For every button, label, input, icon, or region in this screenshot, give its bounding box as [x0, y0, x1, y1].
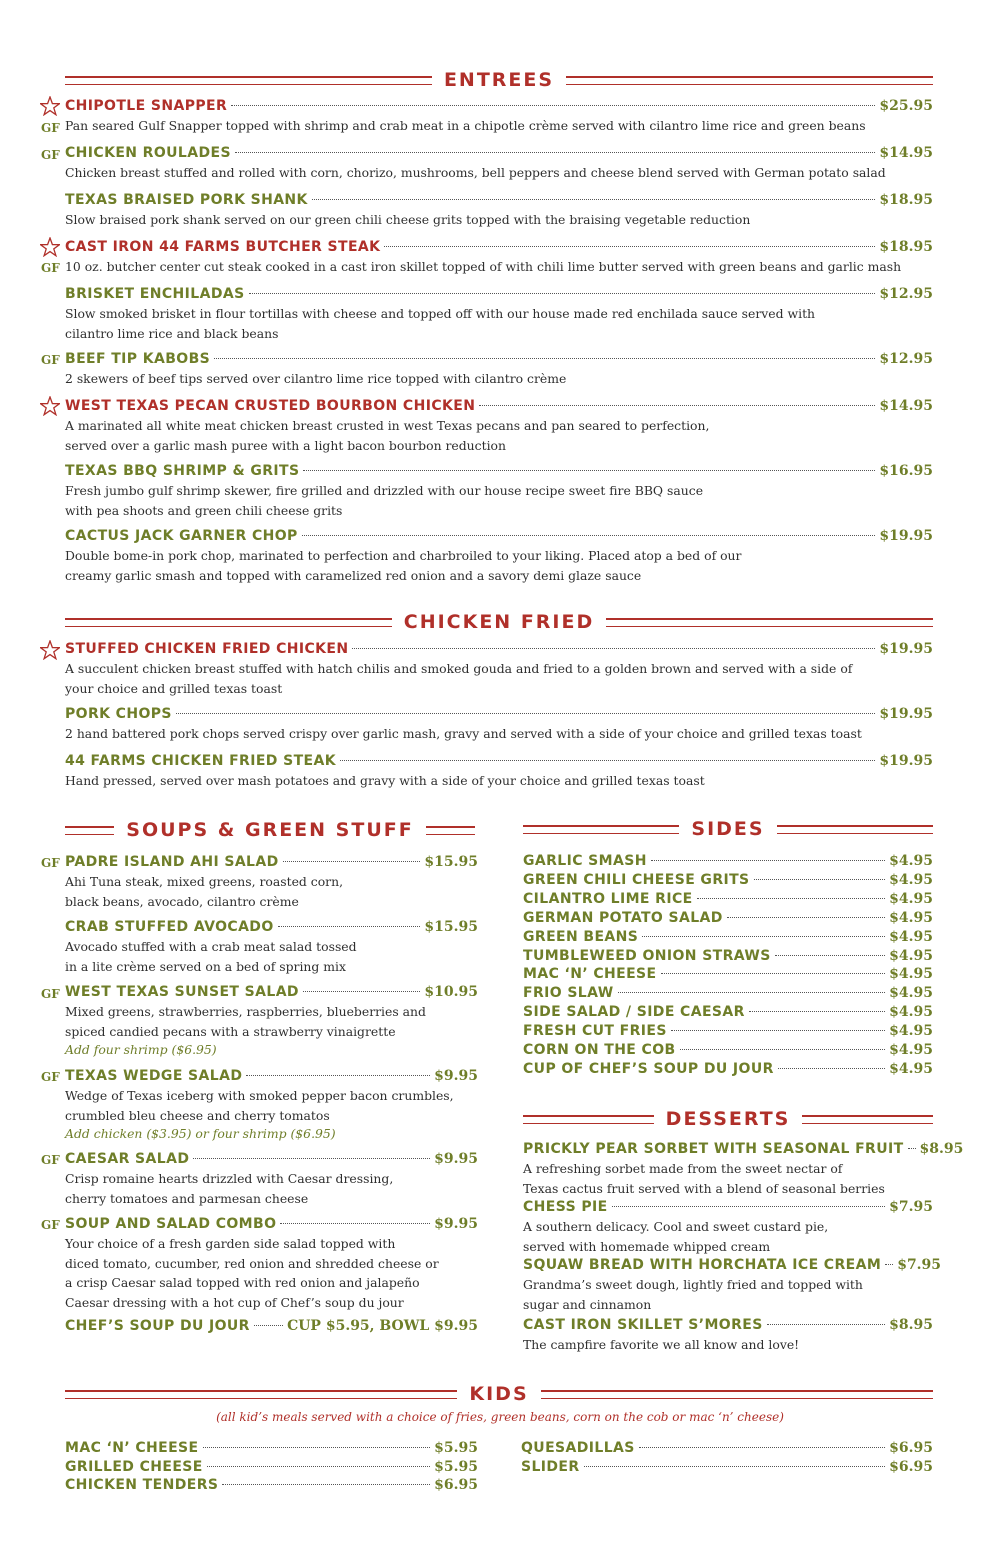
item-description: Wedge of Texas iceberg with smoked pepper bacon crumbles,: [65, 1088, 454, 1103]
dot-leader: [214, 358, 875, 359]
item-line: [523, 985, 933, 1003]
gluten-free-marker: GF: [41, 987, 60, 1001]
sides-header: [523, 814, 933, 844]
entrees-header: [65, 65, 933, 95]
item-line: [521, 1440, 933, 1458]
dot-leader: [246, 1075, 430, 1076]
kids-note: (all kid’s meals served with a choice of fries, green beans, corn on the cob or mac ‘n’ cheese): [216, 1410, 784, 1424]
section-title-entrees: ENTREES: [443, 69, 555, 91]
item-name: GREEN CHILI CHEESE GRITS: [523, 871, 750, 888]
item-price: $4.95: [889, 1042, 933, 1058]
item-price: $19.95: [879, 641, 933, 657]
item-name: CHESS PIE: [523, 1199, 608, 1215]
dot-leader: [235, 152, 875, 153]
item-price: $8.95: [889, 1317, 933, 1333]
item-name: CHICKEN ROULADES: [65, 145, 231, 161]
item-description: a crisp Caesar salad topped with red onion and jalapeño: [65, 1275, 420, 1290]
item-name: GREEN BEANS: [523, 928, 639, 945]
item-description: The campfire favorite we all know and love!: [523, 1337, 800, 1352]
menu-item: [523, 853, 933, 871]
item-name: CRAB STUFFED AVOCADO: [65, 919, 274, 935]
item-description: 2 hand battered pork chops served crispy over garlic mash, gravy and served with a side of your choice and grilled texas toast: [65, 726, 862, 741]
menu-item: [523, 966, 933, 984]
item-price: $4.95: [889, 966, 933, 983]
dot-leader: [479, 405, 875, 406]
item-description: Double bome-in pork chop, marinated to perfection and charbroiled to your liking. Placed atop a bed of our: [65, 548, 742, 563]
menu-item: [523, 948, 933, 966]
dot-leader: [207, 1466, 430, 1467]
item-description: in a lite crème served on a bed of spring mix: [65, 958, 346, 974]
item-description: Avocado stuffed with a crab meat salad tossed: [65, 939, 357, 954]
item-name: FRIO SLAW: [523, 985, 614, 1002]
item-line: [65, 528, 933, 546]
item-line: [523, 1257, 942, 1275]
item-description: Your choice of a fresh garden side salad topped with: [65, 1236, 396, 1251]
item-description: cilantro lime rice and black beans: [65, 325, 279, 341]
item-description: sugar and cinnamon: [523, 1296, 652, 1312]
dot-leader: [639, 1447, 885, 1448]
item-description: Slow smoked brisket in flour tortillas with cheese and topped off with our house made red enchilada sauce served with: [65, 306, 816, 321]
item-line: [523, 1042, 933, 1060]
item-price: $12.95: [879, 286, 933, 302]
menu-item: [65, 528, 933, 585]
item-description: Slow braised pork shank served on our green chili cheese grits topped with the braising vegetable reduction: [65, 212, 751, 227]
item-name: FRESH CUT FRIES: [523, 1023, 667, 1040]
dot-leader: [303, 470, 875, 471]
item-description: diced tomato, cucumber, red onion and shredded cheese or: [65, 1255, 439, 1271]
item-description: cherry tomatoes and parmesan cheese: [65, 1190, 309, 1206]
dot-leader: [727, 917, 885, 918]
menu-item: [65, 1068, 478, 1144]
menu-item: [65, 1216, 478, 1312]
item-name: STUFFED CHICKEN FRIED CHICKEN: [65, 641, 349, 657]
gluten-free-marker: GF: [41, 1153, 60, 1167]
item-line: [523, 1199, 933, 1217]
menu-item: [65, 239, 933, 277]
item-name: CORN ON THE COB: [523, 1042, 676, 1058]
item-price: $4.95: [889, 1023, 933, 1040]
item-line: [65, 706, 933, 724]
chicken-fried-header: [65, 607, 933, 637]
item-name: CHIPOTLE SNAPPER: [65, 98, 228, 114]
item-name: PORK CHOPS: [65, 706, 172, 722]
dot-leader: [612, 1206, 886, 1207]
star-icon: [40, 96, 60, 116]
menu-item: [65, 98, 933, 136]
item-addon-note: Add chicken ($3.95) or four shrimp ($6.95): [65, 1126, 336, 1141]
item-name: SQUAW BREAD WITH HORCHATA ICE CREAM: [523, 1257, 882, 1273]
item-name: TEXAS BRAISED PORK SHANK: [65, 192, 308, 208]
menu-item: [523, 1042, 933, 1060]
item-name: SIDE SALAD / SIDE CAESAR: [523, 1004, 745, 1021]
item-price: $6.95: [889, 1458, 933, 1475]
menu-item: [65, 1151, 478, 1208]
dot-leader: [767, 1324, 885, 1325]
item-line: [65, 239, 933, 257]
item-price: $19.95: [879, 528, 933, 544]
menu-item: [65, 398, 933, 455]
item-description: A succulent chicken breast stuffed with hatch chilis and smoked gouda and fried to a golden brown and served with a side of: [65, 661, 853, 676]
item-line: [523, 1061, 933, 1079]
item-price: $19.95: [879, 706, 933, 722]
divider: [65, 76, 432, 85]
gluten-free-marker: GF: [41, 261, 60, 275]
item-description: served with homemade whipped cream: [523, 1238, 771, 1254]
item-description: spiced candied pecans with a strawberry vinaigrette: [65, 1023, 396, 1039]
item-name: GARLIC SMASH: [523, 853, 647, 869]
dot-leader: [651, 860, 885, 861]
item-name: CAST IRON 44 FARMS BUTCHER STEAK: [65, 239, 381, 255]
item-name: CACTUS JACK GARNER CHOP: [65, 528, 298, 544]
dot-leader: [280, 1223, 430, 1224]
item-name: CAESAR SALAD: [65, 1151, 190, 1167]
item-price: $4.95: [889, 1004, 933, 1021]
menu-item: [523, 1199, 933, 1256]
menu-item: [523, 1317, 933, 1355]
item-price: $4.95: [889, 928, 933, 945]
item-description: black beans, avocado, cilantro crème: [65, 893, 299, 909]
dot-leader: [278, 926, 421, 927]
item-line: [65, 919, 478, 937]
gluten-free-marker: GF: [41, 856, 60, 870]
divider: [523, 825, 679, 834]
item-line: [65, 641, 933, 659]
dot-leader: [661, 973, 886, 974]
item-line: [65, 1477, 478, 1495]
gluten-free-marker: GF: [41, 1070, 60, 1084]
item-addon-note: Add four shrimp ($6.95): [65, 1042, 217, 1057]
item-price: $7.95: [897, 1257, 942, 1273]
menu-item: [65, 854, 478, 911]
item-price: $4.95: [889, 871, 933, 888]
item-description: creamy garlic smash and topped with caramelized red onion and a savory demi glaze sauce: [65, 567, 642, 583]
dot-leader: [885, 1264, 893, 1265]
item-price: $9.95: [434, 1216, 478, 1232]
menu-item: [65, 641, 933, 698]
item-name: CHEF’S SOUP DU JOUR: [65, 1318, 250, 1334]
item-description: Ahi Tuna steak, mixed greens, roasted corn,: [65, 874, 344, 889]
item-price: $18.95: [879, 239, 933, 255]
item-price: $10.95: [424, 984, 478, 1000]
item-name: CUP OF CHEF’S SOUP DU JOUR: [523, 1060, 774, 1077]
item-price: $4.95: [889, 947, 933, 964]
dot-leader: [778, 1068, 885, 1069]
item-name: MAC ‘N’ CHEESE: [65, 1440, 199, 1456]
item-line: [65, 98, 933, 116]
item-name: TUMBLEWEED ONION STRAWS: [523, 947, 771, 964]
item-name: GRILLED CHEESE: [65, 1458, 203, 1475]
gluten-free-marker: GF: [41, 121, 60, 135]
item-price: $15.95: [424, 854, 478, 870]
item-description: crumbled bleu cheese and cherry tomatos: [65, 1107, 330, 1123]
item-name: TEXAS WEDGE SALAD: [65, 1068, 243, 1084]
section-title-soups: SOUPS & GREEN STUFF: [126, 819, 414, 841]
dot-leader: [222, 1484, 430, 1485]
item-line: [65, 286, 933, 304]
menu-item: [65, 192, 933, 230]
menu-item: [65, 1477, 478, 1495]
divider: [541, 1390, 933, 1399]
item-line: [523, 891, 933, 909]
dot-leader: [303, 991, 420, 992]
gluten-free-marker: GF: [41, 353, 60, 367]
item-price: $4.95: [889, 1060, 933, 1077]
soups-header: [65, 815, 475, 845]
item-line: [65, 1318, 478, 1336]
item-name: BRISKET ENCHILADAS: [65, 286, 245, 302]
menu-item: [523, 1141, 964, 1198]
item-line: [65, 1068, 478, 1086]
item-price: $6.95: [434, 1477, 478, 1493]
menu-item: [523, 929, 933, 947]
section-title-kids: KIDS: [469, 1383, 529, 1405]
item-price: $6.95: [889, 1440, 933, 1456]
item-description: Grandma’s sweet dough, lightly fried and topped with: [523, 1277, 863, 1292]
item-description: A marinated all white meat chicken breast crusted in west Texas pecans and pan seared to perfection,: [65, 418, 710, 433]
item-line: [523, 1004, 933, 1022]
star-icon: [40, 640, 60, 660]
menu-item: [65, 463, 933, 520]
menu-item: [65, 145, 933, 183]
item-price: $19.95: [879, 753, 933, 769]
item-price: $14.95: [879, 398, 933, 414]
menu-item: [523, 1023, 933, 1041]
dot-leader: [775, 955, 885, 956]
item-price: CUP $5.95, BOWL $9.95: [287, 1318, 478, 1334]
divider: [777, 825, 933, 834]
divider: [65, 1390, 457, 1399]
divider: [65, 618, 392, 627]
dot-leader: [352, 648, 875, 649]
desserts-header: [523, 1104, 933, 1134]
dot-leader: [283, 861, 421, 862]
item-name: 44 FARMS CHICKEN FRIED STEAK: [65, 753, 336, 769]
item-line: [523, 948, 933, 966]
item-price: $5.95: [434, 1440, 478, 1456]
dot-leader: [249, 293, 876, 294]
menu-item: [65, 706, 933, 744]
item-line: [523, 910, 933, 928]
item-name: TEXAS BBQ SHRIMP & GRITS: [65, 463, 300, 479]
item-price: $25.95: [879, 98, 933, 114]
item-price: $8.95: [919, 1141, 964, 1157]
divider: [426, 826, 475, 835]
divider: [523, 1115, 654, 1124]
item-description: Chicken breast stuffed and rolled with corn, chorizo, mushrooms, bell peppers and cheese blend served with German potato salad: [65, 165, 886, 180]
item-price: $4.95: [889, 985, 933, 1002]
item-price: $9.95: [434, 1151, 478, 1167]
gluten-free-marker: GF: [41, 148, 60, 162]
item-price: $4.95: [889, 890, 933, 907]
item-name: GERMAN POTATO SALAD: [523, 909, 723, 926]
menu-item: [65, 919, 478, 976]
item-line: [65, 854, 478, 872]
item-description: Texas cactus fruit served with a blend of seasonal berries: [523, 1180, 885, 1196]
item-name: PRICKLY PEAR SORBET WITH SEASONAL FRUIT: [523, 1141, 904, 1157]
menu-item: [523, 1257, 942, 1314]
dot-leader: [680, 1049, 886, 1050]
item-line: [65, 145, 933, 163]
item-name: CHICKEN TENDERS: [65, 1477, 219, 1493]
item-line: [523, 1023, 933, 1041]
gluten-free-marker: GF: [41, 1218, 60, 1232]
dot-leader: [254, 1325, 283, 1326]
item-line: [65, 1440, 478, 1458]
item-description: Caesar dressing with a hot cup of Chef’s soup du jour: [65, 1294, 404, 1310]
item-line: [523, 1317, 933, 1335]
dot-leader: [671, 1030, 885, 1031]
item-description: your choice and grilled texas toast: [65, 680, 283, 696]
item-price: $16.95: [879, 463, 933, 479]
item-description: served over a garlic mash puree with a light bacon bourbon reduction: [65, 437, 506, 453]
item-price: $4.95: [889, 909, 933, 926]
item-price: $14.95: [879, 145, 933, 161]
menu-item: [521, 1459, 933, 1477]
dot-leader: [908, 1148, 916, 1149]
item-line: [523, 1141, 964, 1159]
dot-leader: [749, 1011, 885, 1012]
item-line: [65, 984, 478, 1002]
dot-leader: [193, 1158, 430, 1159]
section-title-sides: SIDES: [691, 818, 765, 840]
menu-item: [65, 1318, 478, 1336]
item-line: [523, 853, 933, 871]
divider: [566, 76, 933, 85]
item-name: CAST IRON SKILLET S’MORES: [523, 1317, 763, 1333]
menu-item: [523, 985, 933, 1003]
menu-item: [523, 891, 933, 909]
menu-item: [65, 1459, 478, 1477]
dot-leader: [384, 246, 875, 247]
item-description: Mixed greens, strawberries, raspberries, blueberries and: [65, 1004, 426, 1019]
star-icon: [40, 396, 60, 416]
dot-leader: [584, 1466, 886, 1467]
item-line: [65, 1459, 478, 1477]
item-description: Crisp romaine hearts drizzled with Caesar dressing,: [65, 1171, 394, 1186]
menu-item: [521, 1440, 933, 1458]
dot-leader: [203, 1447, 431, 1448]
menu-item: [65, 984, 478, 1060]
item-price: $18.95: [879, 192, 933, 208]
item-name: SLIDER: [521, 1458, 580, 1475]
item-description: A refreshing sorbet made from the sweet nectar of: [523, 1161, 843, 1176]
item-name: BEEF TIP KABOBS: [65, 351, 211, 367]
item-line: [523, 929, 933, 947]
item-name: WEST TEXAS SUNSET SALAD: [65, 984, 299, 1000]
item-line: [65, 753, 933, 771]
item-line: [521, 1459, 933, 1477]
item-name: CILANTRO LIME RICE: [523, 890, 693, 907]
dot-leader: [618, 992, 886, 993]
divider: [65, 826, 114, 835]
item-price: $7.95: [889, 1199, 933, 1215]
divider: [802, 1115, 933, 1124]
item-line: [65, 192, 933, 210]
item-name: QUESADILLAS: [521, 1440, 635, 1456]
item-line: [65, 398, 933, 416]
item-line: [65, 1151, 478, 1169]
item-description: 10 oz. butcher center cut steak cooked in a cast iron skillet topped of with chili lime butter served with green beans and garlic mash: [65, 259, 902, 274]
item-description: Fresh jumbo gulf shrimp skewer, fire grilled and drizzled with our house recipe sweet fire BBQ sauce: [65, 483, 704, 498]
menu-item: [523, 1061, 933, 1079]
item-description: Pan seared Gulf Snapper topped with shrimp and crab meat in a chipotle crème served with cilantro lime rice and green beans: [65, 118, 866, 133]
divider: [606, 618, 933, 627]
dot-leader: [312, 199, 876, 200]
kids-header: [65, 1379, 933, 1409]
section-title-desserts: DESSERTS: [665, 1108, 791, 1130]
item-price: $4.95: [889, 853, 933, 869]
item-line: [523, 872, 933, 890]
menu-item: [523, 910, 933, 928]
dot-leader: [642, 936, 885, 937]
item-name: PADRE ISLAND AHI SALAD: [65, 854, 279, 870]
menu-item: [523, 872, 933, 890]
item-price: $12.95: [879, 351, 933, 367]
item-line: [65, 1216, 478, 1234]
menu-item: [65, 1440, 478, 1458]
dot-leader: [302, 535, 876, 536]
menu-item: [65, 753, 933, 791]
item-name: WEST TEXAS PECAN CRUSTED BOURBON CHICKEN: [65, 398, 476, 414]
star-icon: [40, 237, 60, 257]
item-line: [523, 966, 933, 984]
dot-leader: [754, 879, 886, 880]
dot-leader: [231, 105, 875, 106]
item-name: MAC ‘N’ CHEESE: [523, 966, 657, 983]
item-price: $9.95: [434, 1068, 478, 1084]
item-description: with pea shoots and green chili cheese grits: [65, 502, 343, 518]
section-title-chicken-fried: CHICKEN FRIED: [403, 611, 595, 633]
item-price: $5.95: [434, 1458, 478, 1475]
item-description: A southern delicacy. Cool and sweet custard pie,: [523, 1219, 829, 1234]
dot-leader: [697, 898, 886, 899]
menu-item: [65, 351, 933, 389]
item-line: [65, 463, 933, 481]
item-price: $15.95: [424, 919, 478, 935]
menu-item: [523, 1004, 933, 1022]
dot-leader: [176, 713, 876, 714]
item-name: SOUP AND SALAD COMBO: [65, 1216, 277, 1232]
menu-item: [65, 286, 933, 343]
item-description: Hand pressed, served over mash potatoes and gravy with a side of your choice and grilled texas toast: [65, 773, 705, 788]
item-description: 2 skewers of beef tips served over cilantro lime rice topped with cilantro crème: [65, 371, 567, 386]
item-line: [65, 351, 933, 369]
dot-leader: [340, 760, 875, 761]
